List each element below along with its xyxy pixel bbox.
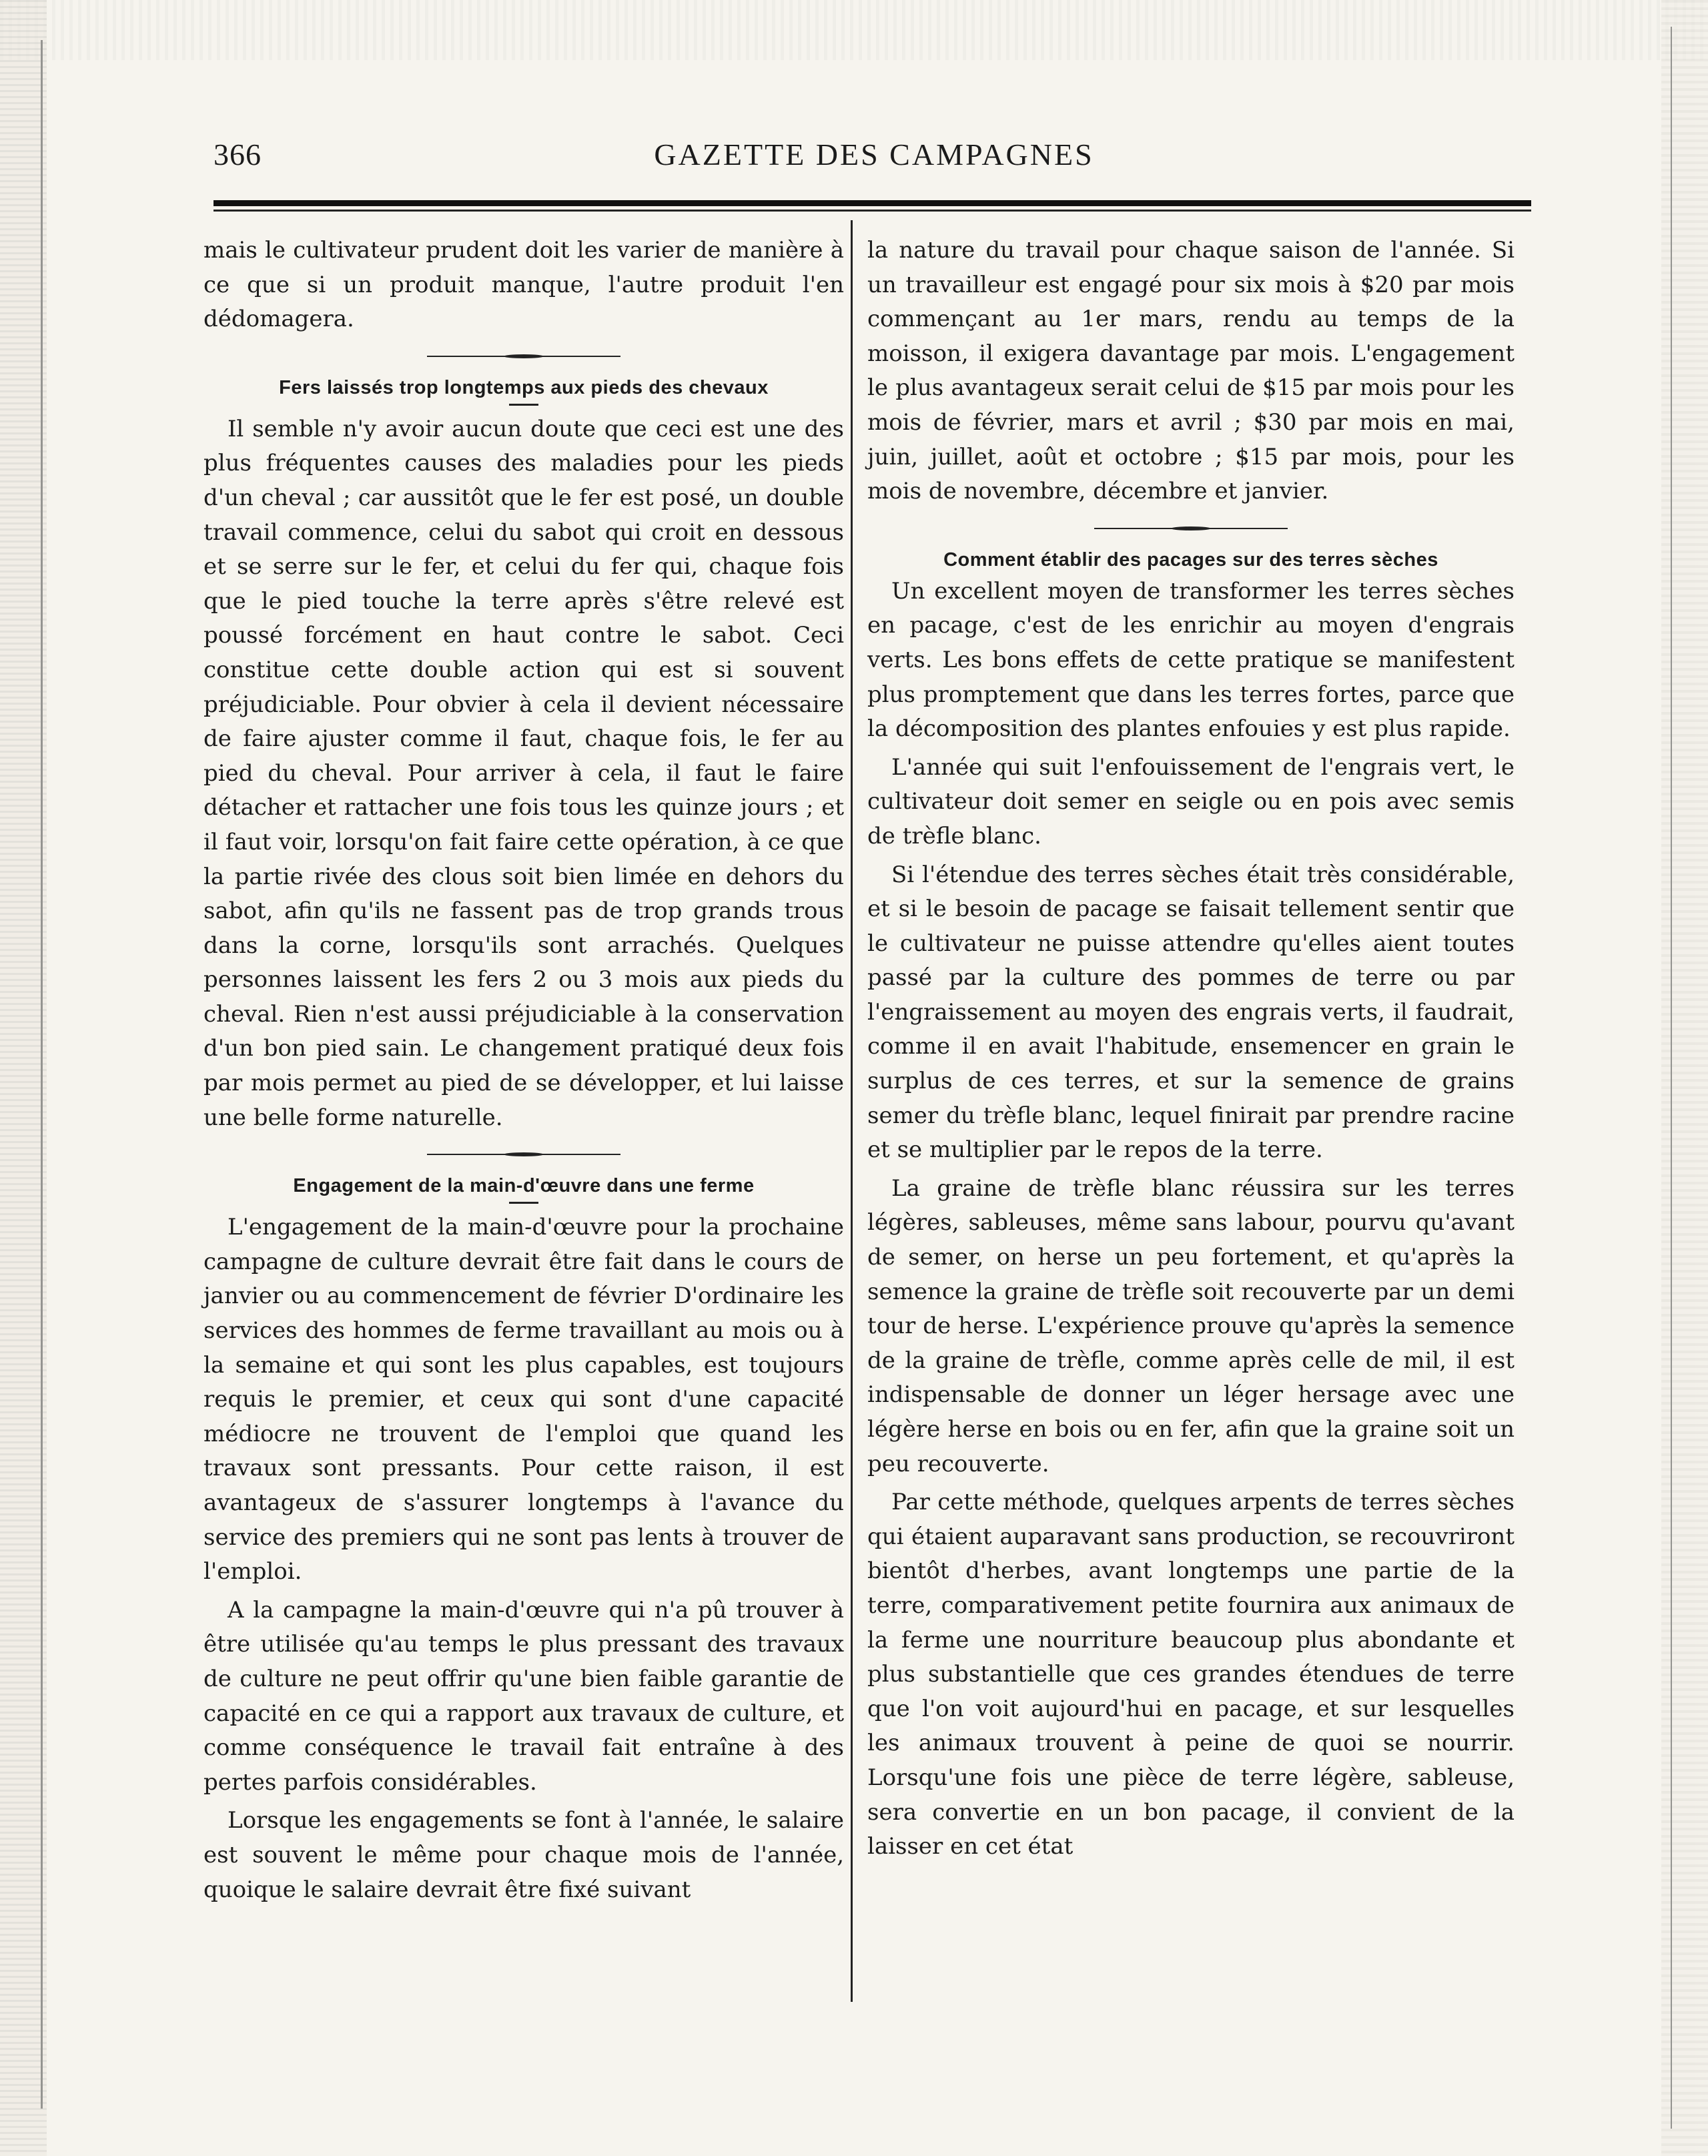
- paragraph-pacages-2: L'année qui suit l'enfouissement de l'engrais vert, le cultivateur doit semer en seigle ou en pois avec semis de trèfle blanc.: [867, 753, 1515, 849]
- header-rule-thin: [214, 210, 1531, 212]
- paragraph-pacages-4: La graine de trèfle blanc réussira sur les terres légères, sableuses, même sans labour, pourvu qu'avant de semer, on herse un peu fortement, et qu'après la semence la graine de trèfle soit recouverte par un demi tour de herse. L'expérience prouve qu'après la semence de la graine de trèfle, comme après celle de mil, il est indispensable de donner un léger hersage avec une légère herse en bois ou en fer, afin que la graine soit un peu recouverte.: [867, 1174, 1515, 1477]
- scan-top-noise: [0, 0, 1708, 60]
- scan-right-edge: [1661, 0, 1708, 2156]
- paragraph-pacages-3: Si l'étendue des terres sèches était très considérable, et si le besoin de pacage se faisait tellement sentir que le cultivateur ne puisse attendre qu'elles aient toutes passé par la culture des pommes de terre ou par l'engraissement au moyen des engrais verts, il faudrait, comme il en avait l'habitude, ensemencer en grain le surplus de ces terres, et sur la semence de grains semer du trèfle blanc, lequel finirait par prendre racine et se multiplier par le repos de la terre.: [867, 861, 1515, 1164]
- section-divider: [1094, 526, 1288, 530]
- section-title-fers: Fers laissés trop longtemps aux pieds des chevaux: [279, 376, 769, 398]
- title-dash: [509, 404, 538, 406]
- right-column: [867, 234, 1515, 1868]
- paragraph-engagement-1: L'engagement de la main-d'œuvre pour la prochaine campagne de culture devrait être fait dans le cours de janvier ou au commencement de février D'ordinaire les services des hommes de ferme travaillant au mois ou à la semaine et qui sont les plus capables, est toujours requis le premier, et ceux qui sont d'une capacité médiocre ne trouvent de l'emploi que quand les travaux sont pressants. Pour cette raison, il est avantageux de s'assurer longtemps à l'avance du service des premiers qui ne sont pas lents à trouver de l'emploi.: [203, 1214, 844, 1585]
- left-column: [203, 234, 844, 1911]
- paragraph-pacages-1: Un excellent moyen de transformer les terres sèches en pacage, c'est de les enrichir au moyen d'engrais verts. Les bons effets de cette pratique se manifestent plus promptement que dans les terres fortes, parce que la décomposition des plantes enfouies y est plus rapide.: [867, 577, 1515, 743]
- page-number: 366: [214, 137, 262, 171]
- header-rule-thick: [214, 200, 1531, 206]
- paragraph-engagement-3: Lorsque les engagements se font à l'année, le salaire est souvent le même pour chaque mois de l'année, quoique le salaire devrait être fixé suivant: [203, 1807, 844, 1903]
- paragraph-fers-1: Il semble n'y avoir aucun doute que ceci est une des plus fréquentes causes des maladies pour les pieds d'un cheval ; car aussitôt que le fer est posé, un double travail commence, celui du sabot qui croit en dessous et se serre sur le fer, et celui du fer qui, chaque fois que le pied touche la terre après s'être relevé est poussé forcément en haut contre le sabot. Ceci constitue cette double action qui est si souvent préjudiciable. Pour obvier à cela il devient nécessaire de faire ajuster comme il faut, chaque fois, le fer au pied du cheval. Pour arriver à cela, il faut le faire détacher et rattacher une fois tous les quinze jours ; et il faut voir, lorsqu'on fait faire cette opération, à ce que la partie rivée des clous soit bien limée en dehors du sabot, afin qu'ils ne fassent pas de trop grands trous dans la corne, lorsqu'ils sont arrachés. Quelques personnes laissent les fers 2 ou 3 mois aux pieds du cheval. Rien n'est aussi préjudiciable à la conservation d'un bon pied sain. Le changement pratiqué deux fois par mois permet au pied de se développer, et lui laisse une belle forme naturelle.: [203, 415, 844, 1131]
- section-title-engagement: Engagement de la main-d'œuvre dans une ferme: [293, 1175, 755, 1197]
- page-header: [214, 137, 1535, 177]
- right-intro-paragraph: la nature du travail pour chaque saison de l'année. Si un travailleur est engagé pour six mois à $20 par mois commençant au 1er mars, rendu au temps de la moisson, il exigera davantage par mois. L'engagement le plus avantageux serait celui de $15 par mois pour les mois de février, mars et avril ; $30 par mois en mai, juin, juillet, août et octobre ; $15 par mois, pour les mois de novembre, décembre et janvier.: [867, 237, 1515, 505]
- title-dash: [509, 1202, 538, 1204]
- section-divider: [427, 354, 620, 358]
- column-divider: [851, 220, 853, 2002]
- scan-left-edge: [0, 0, 47, 2156]
- running-title: GAZETTE DES CAMPAGNES: [654, 137, 1094, 171]
- paragraph-pacages-5: Par cette méthode, quelques arpents de terres sèches qui étaient auparavant sans production, se recouvriront bientôt d'herbes, avant longtemps une partie de la terre, comparativement petite fournira aux animaux de la ferme une nourriture beaucoup plus abondante et plus substantielle que ces grandes étendues de terre que l'on voit aujourd'hui en pacage, et sur lesquelles les animaux trouvent à peine de quoi se nourrir. Lorsqu'une fois une pièce de terre légère, sableuse, sera convertie en un bon pacage, il convient de la laisser en cet état: [867, 1489, 1515, 1860]
- section-divider: [427, 1152, 620, 1156]
- left-intro-paragraph: mais le cultivateur prudent doit les varier de manière à ce que si un produit manque, l'autre produit l'en dédomagera.: [203, 237, 844, 333]
- paragraph-engagement-2: A la campagne la main-d'œuvre qui n'a pû trouver à être utilisée qu'au temps le plus pressant des travaux de culture ne peut offrir qu'une bien faible garantie de capacité en ce qui a rapport aux travaux de culture, et comme conséquence le travail fait entraîne à des pertes parfois considérables.: [203, 1596, 844, 1796]
- section-title-pacages: Comment établir des pacages sur des terres sèches: [943, 549, 1438, 571]
